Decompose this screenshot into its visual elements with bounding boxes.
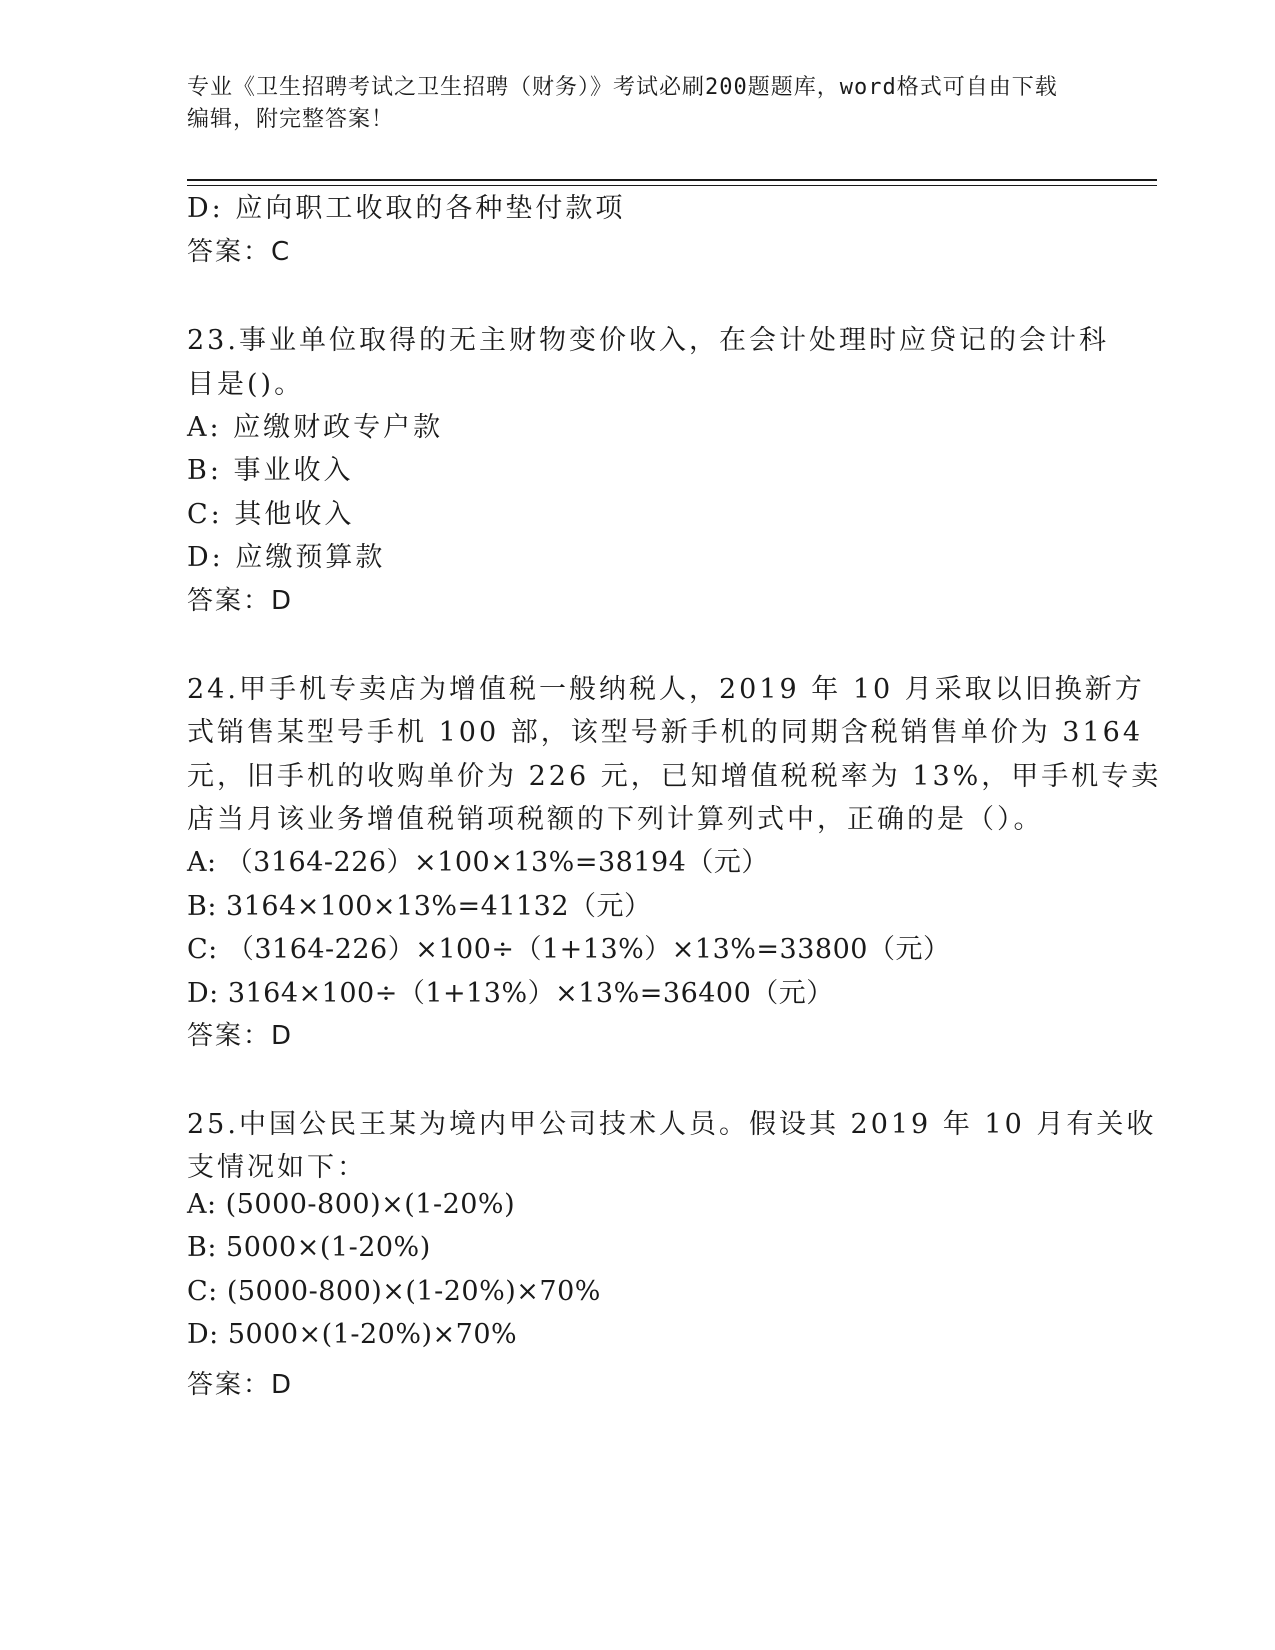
document-header: 专业《卫生招聘考试之卫生招聘（财务）》考试必刷200题题库，word格式可自由下载编辑，附完整答案！ (187, 75, 1058, 132)
q25-option-d: D: 5000×(1-20%)×70% (187, 1319, 518, 1350)
q23-stem-line-2: 目是()。 (187, 369, 305, 400)
header-rule-thick (187, 179, 1157, 181)
prev-answer: 答案：C (187, 237, 292, 267)
q25-option-a: A: (5000-800)×(1-20%) (187, 1189, 516, 1220)
q23-option-b: B: 事业收入 (187, 455, 354, 486)
q24-option-c: C: （3164-226）×100÷（1+13%）×13%=33800（元） (187, 934, 951, 965)
q24-option-d: D: 3164×100÷（1+13%）×13%=36400（元） (187, 978, 834, 1009)
q23-option-c: C: 其他收入 (187, 499, 355, 530)
q24-stem-line-3: 元，旧手机的收购单价为 226 元，已知增值税税率为 13%，甲手机专卖 (187, 761, 1162, 792)
q25-stem-line-2: 支情况如下： (187, 1152, 367, 1183)
q24-option-b: B: 3164×100×13%=41132（元） (187, 891, 652, 922)
q24-answer: 答案：D (187, 1021, 294, 1051)
q23-option-a: A: 应缴财政专户款 (187, 412, 444, 443)
q24-stem-line-4: 店当月该业务增值税销项税额的下列计算列式中，正确的是（）。 (187, 804, 1044, 835)
q24-option-a: A: （3164-226）×100×13%=38194（元） (187, 847, 769, 878)
q25-option-c: C: (5000-800)×(1-20%)×70% (187, 1276, 601, 1307)
q23-stem-line-1: 23.事业单位取得的无主财物变价收入，在会计处理时应贷记的会计科 (187, 325, 1109, 356)
q25-option-b: B: 5000×(1-20%) (187, 1232, 431, 1263)
q25-stem-line-1: 25.中国公民王某为境内甲公司技术人员。假设其 2019 年 10 月有关收 (187, 1109, 1157, 1140)
q24-stem-line-2: 式销售某型号手机 100 部，该型号新手机的同期含税销售单价为 3164 (187, 717, 1143, 748)
q24-stem-line-1: 24.甲手机专卖店为增值税一般纳税人，2019 年 10 月采取以旧换新方 (187, 674, 1145, 705)
q23-answer: 答案：D (187, 586, 294, 616)
q25-answer: 答案：D (187, 1370, 294, 1400)
q23-option-d: D: 应缴预算款 (187, 542, 386, 573)
prev-option-d: D: 应向职工收取的各种垫付款项 (187, 193, 626, 224)
